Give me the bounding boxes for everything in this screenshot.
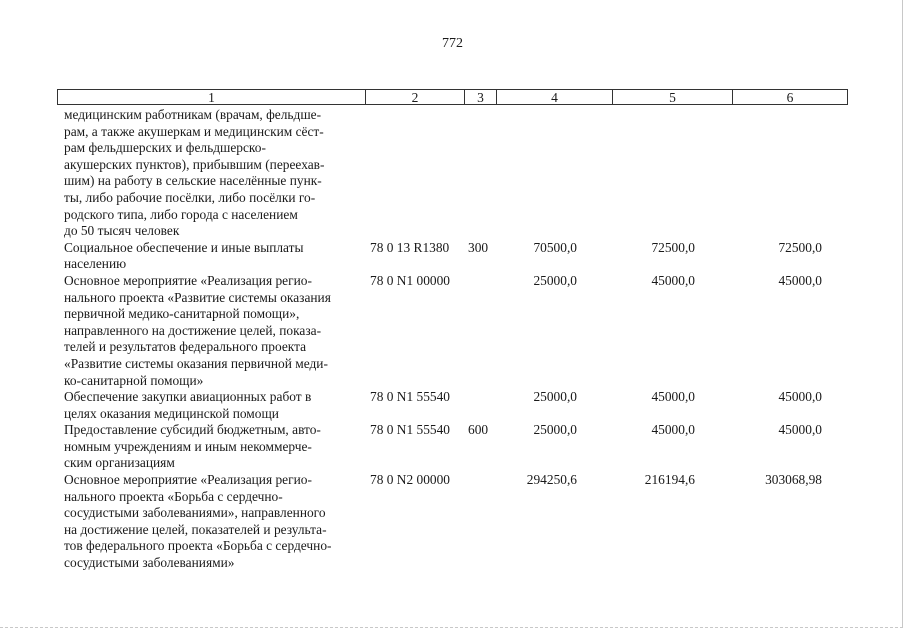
description-line: нального проекта «Развитие системы оказания <box>64 289 331 305</box>
header-col-3: 3 <box>465 90 497 104</box>
row-code: 78 0 N1 55540 <box>370 389 450 405</box>
row-code: 78 0 N2 00000 <box>370 472 450 488</box>
row-value-col6: 45000,0 <box>778 272 822 288</box>
row-value-col6: 303068,98 <box>765 472 822 488</box>
description-line: ты, либо рабочие посёлки, либо посёлки го- <box>64 189 316 205</box>
row-value-col6: 72500,0 <box>778 239 822 255</box>
header-col-4: 4 <box>497 90 613 104</box>
row-value-col5: 45000,0 <box>651 389 695 405</box>
row-type: 300 <box>468 239 489 255</box>
description-line: сосудистыми заболеваниями» <box>64 555 235 571</box>
description-line: родского типа, либо города с населением <box>64 206 298 222</box>
row-description <box>64 422 359 472</box>
description-line: направленного на достижение целей, показа- <box>64 322 322 338</box>
description-line: первичной медико-санитарной помощи», <box>64 306 300 322</box>
description-line: телей и результатов федерального проекта <box>64 339 307 355</box>
description-line: Основное мероприятие «Реализация регио- <box>64 272 312 288</box>
table-row <box>64 107 359 240</box>
header-col-1: 1 <box>58 90 366 104</box>
row-value-col5: 72500,0 <box>651 239 695 255</box>
row-value-col5: 45000,0 <box>651 272 695 288</box>
description-line: ко-санитарной помощи» <box>64 372 204 388</box>
row-value-col4: 70500,0 <box>533 239 577 255</box>
row-value-col6: 45000,0 <box>778 422 822 438</box>
row-value-col6: 45000,0 <box>778 389 822 405</box>
row-type: 600 <box>468 422 489 438</box>
header-col-2: 2 <box>366 90 465 104</box>
description-line: акушерских пунктов), прибывшим (переехав- <box>64 156 325 172</box>
header-col-6: 6 <box>786 90 794 105</box>
description-line: ским организациям <box>64 455 175 471</box>
description-line: «Развитие системы оказания первичной меди- <box>64 355 328 371</box>
row-value-col4: 25000,0 <box>533 422 577 438</box>
description-line: до 50 тысяч человек <box>64 223 180 239</box>
page-number: 772 <box>442 36 463 51</box>
row-value-col4: 294250,6 <box>526 472 577 488</box>
table-row <box>64 389 822 422</box>
table-row <box>64 422 822 472</box>
description-line: тов федерального проекта «Борьба с сердечно- <box>64 538 332 554</box>
row-code: 78 0 13 R1380 <box>370 239 450 255</box>
row-value-col5: 45000,0 <box>651 422 695 438</box>
row-description <box>64 389 359 422</box>
description-line: медицинским работникам (врачам, фельдше- <box>64 107 322 122</box>
table-row <box>64 472 822 572</box>
description-line: населению <box>64 256 127 272</box>
description-line: сосудистыми заболеваниями», направленного <box>64 505 326 521</box>
description-line: целях оказания медицинской помощи <box>64 405 279 421</box>
row-code: 78 0 N1 55540 <box>370 422 450 438</box>
table-row <box>64 239 822 273</box>
table-header <box>57 89 848 105</box>
row-code: 78 0 N1 00000 <box>370 272 450 288</box>
description-line: рам фельдшерских и фельдшерско- <box>64 140 266 156</box>
description-line: Социальное обеспечение и иные выплаты <box>64 239 304 255</box>
table-row <box>64 272 822 389</box>
row-description <box>64 240 359 273</box>
description-line: номным учреждениям и иным некоммерче- <box>64 438 312 454</box>
description-line: шим) на работу в сельские населённые пунк- <box>64 173 322 189</box>
row-description <box>64 107 359 240</box>
row-value-col5: 216194,6 <box>644 472 695 488</box>
description-line: на достижение целей, показателей и результа- <box>64 521 327 537</box>
description-line: нального проекта «Борьба с сердечно- <box>64 488 283 504</box>
description-line: рам, а также акушеркам и медицинским сёст- <box>64 123 324 139</box>
row-value-col4: 25000,0 <box>533 389 577 405</box>
header-col-5: 5 <box>613 90 733 104</box>
row-description <box>64 273 359 389</box>
row-description <box>64 472 359 572</box>
row-value-col4: 25000,0 <box>533 272 577 288</box>
table-body <box>64 107 822 572</box>
description-line: Предоставление субсидий бюджетным, авто- <box>64 422 321 438</box>
description-line: Основное мероприятие «Реализация регио- <box>64 472 312 488</box>
description-line: Обеспечение закупки авиационных работ в <box>64 389 312 405</box>
